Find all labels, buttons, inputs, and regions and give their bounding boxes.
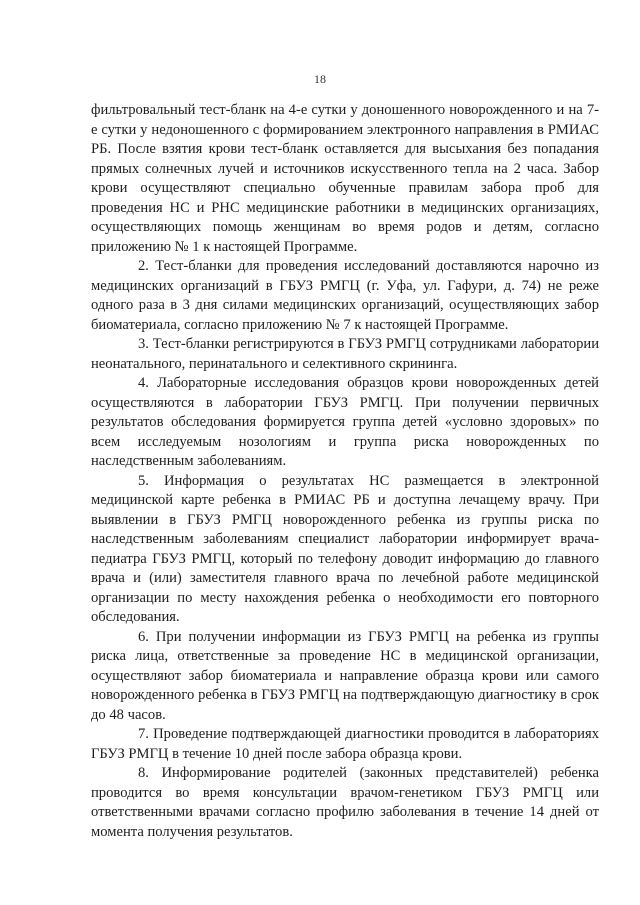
- paragraph-item-8: 8. Информирование родителей (законных представителей) ребенка проводится во время консультации врачом-генетиком ГБУЗ РМГЦ или ответственными врачами согласно профилю заболевания в течение 14 дней от момента получения результатов.: [91, 765, 599, 840]
- paragraph-item-2: 2. Тест-бланки для проведения исследований доставляются нарочно из медицинских организаций в ГБУЗ РМГЦ (г. Уфа, ул. Гафури, д. 74) не реже одного раза в 3 дня силами медицинских организаций, осуществляющих забор биоматериала, согласно приложению № 7 к настоящей Программе.: [91, 258, 599, 333]
- document-body: [91, 101, 599, 842]
- paragraph-item-3: 3. Тест-бланки регистрируются в ГБУЗ РМГЦ сотрудниками лаборатории неонатального, перинатального и селективного скрининга.: [91, 336, 599, 372]
- paragraph-item-4: 4. Лабораторные исследования образцов крови новорожденных детей осуществляются в лаборатории ГБУЗ РМГЦ. При получении первичных результатов обследования формируется группа детей «условно здоровых» по всем исследуемым нозологиям и группа риска новорожденных по наследственным заболеваниям.: [91, 375, 599, 469]
- paragraph-item-6: 6. При получении информации из ГБУЗ РМГЦ на ребенка из группы риска лица, ответственные за проведение НС в медицинской организации, осуществляют забор биоматериала и направление образца крови или самого новорожденного ребенка в ГБУЗ РМГЦ на подтверждающую диагностику в срок до 48 часов.: [91, 628, 599, 723]
- paragraph-item-7: 7. Проведение подтверждающей диагностики проводится в лабораториях ГБУЗ РМГЦ в течение 10 дней после забора образца крови.: [91, 726, 599, 762]
- paragraph-continuation: фильтровальный тест-бланк на 4-е сутки у доношенного новорожденного и на 7-е сутки у недоношенного с формированием электронного направления в РМИАС РБ. После взятия крови тест-бланк оставляется для высыхания без попадания прямых солнечных лучей и источников искусственного тепла на 2 часа. Забор крови осуществляют специально обученные правилам забора проб для проведения НС и РНС медицинские работники в медицинских организациях, осуществляющих помощь женщинам во время родов и детям, согласно приложению № 1 к настоящей Программе.: [91, 102, 599, 255]
- page-number: 18: [314, 72, 326, 86]
- paragraph-item-5: 5. Информация о результатах НС размещается в электронной медицинской карте ребенка в РМИАС РБ и доступна лечащему врачу. При выявлении в ГБУЗ РМГЦ новорожденного ребенка из группы риска по наследственным заболеваниям специалист лаборатории информирует врача-педиатра ГБУЗ РМГЦ, который по телефону доводит информацию до главного врача и (или) заместителя главного врача по лечебной работе медицинской организации по месту нахождения ребенка о необходимости его повторного обследования.: [91, 472, 599, 625]
